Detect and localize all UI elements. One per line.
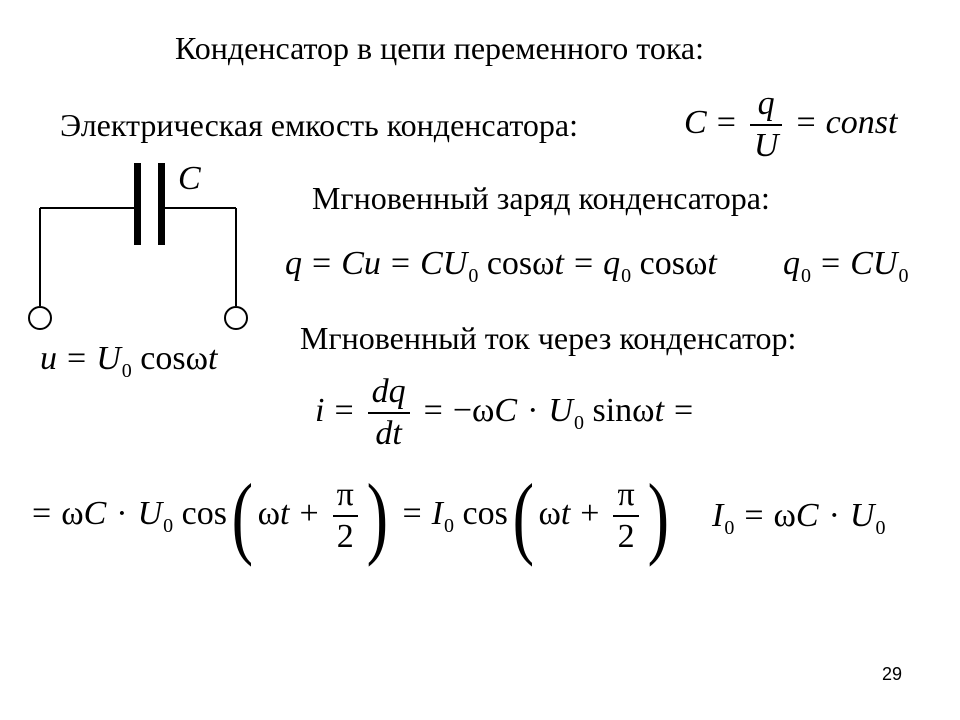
current-label: Мгновенный ток через конденсатор: [300, 320, 797, 356]
source-voltage-formula: $u = U_0$ cosωt [40, 340, 218, 382]
i0-definition: $I_0 = \omega C \cdot U_0$ [712, 497, 886, 539]
charge-formula: $q = Cu = CU_0$ $\cos\omega t = q_0$ cosωt [285, 245, 717, 287]
current-formula-line1: i = $\frac{dq}{dt}$ = $-\omega C \cdot U_0$ sinωt = [315, 373, 694, 452]
q0-definition: $q_0 = CU_0$ [783, 245, 909, 287]
fraction-dq-dt: $\frac{dq}{dt}$ [368, 372, 410, 454]
capacitor-plate-right [158, 163, 165, 245]
fraction-pi-over-2: $\frac{\pi}{2}$ [333, 475, 358, 557]
page-number: 29 [882, 664, 903, 684]
right-terminal [225, 307, 247, 329]
capacitor-label: C [178, 160, 201, 197]
capacitance-label: Электрическая емкость конденсатора: [60, 107, 579, 143]
capacitance-formula: C = $\frac{q}{U}$ = const [684, 85, 898, 164]
fraction-q-over-u: $\frac{q}{U}$ [750, 84, 783, 166]
page-title: Конденсатор в цепи переменного тока: [175, 30, 704, 66]
charge-label: Мгновенный заряд конденсатора: [312, 180, 770, 216]
fraction-pi-over-2: $\frac{\pi}{2}$ [613, 475, 638, 557]
current-formula-line2: = $\omega C \cdot U_0$ cos( ωt + $\frac{\pi}{2}$ ) = $I_0$ cos( ωt + $\frac{\pi}{2}$ ) [32, 465, 669, 567]
capacitor-plate-left [134, 163, 141, 245]
symbol-c: C [684, 103, 707, 141]
const-text: const [825, 103, 898, 141]
left-terminal [29, 307, 51, 329]
